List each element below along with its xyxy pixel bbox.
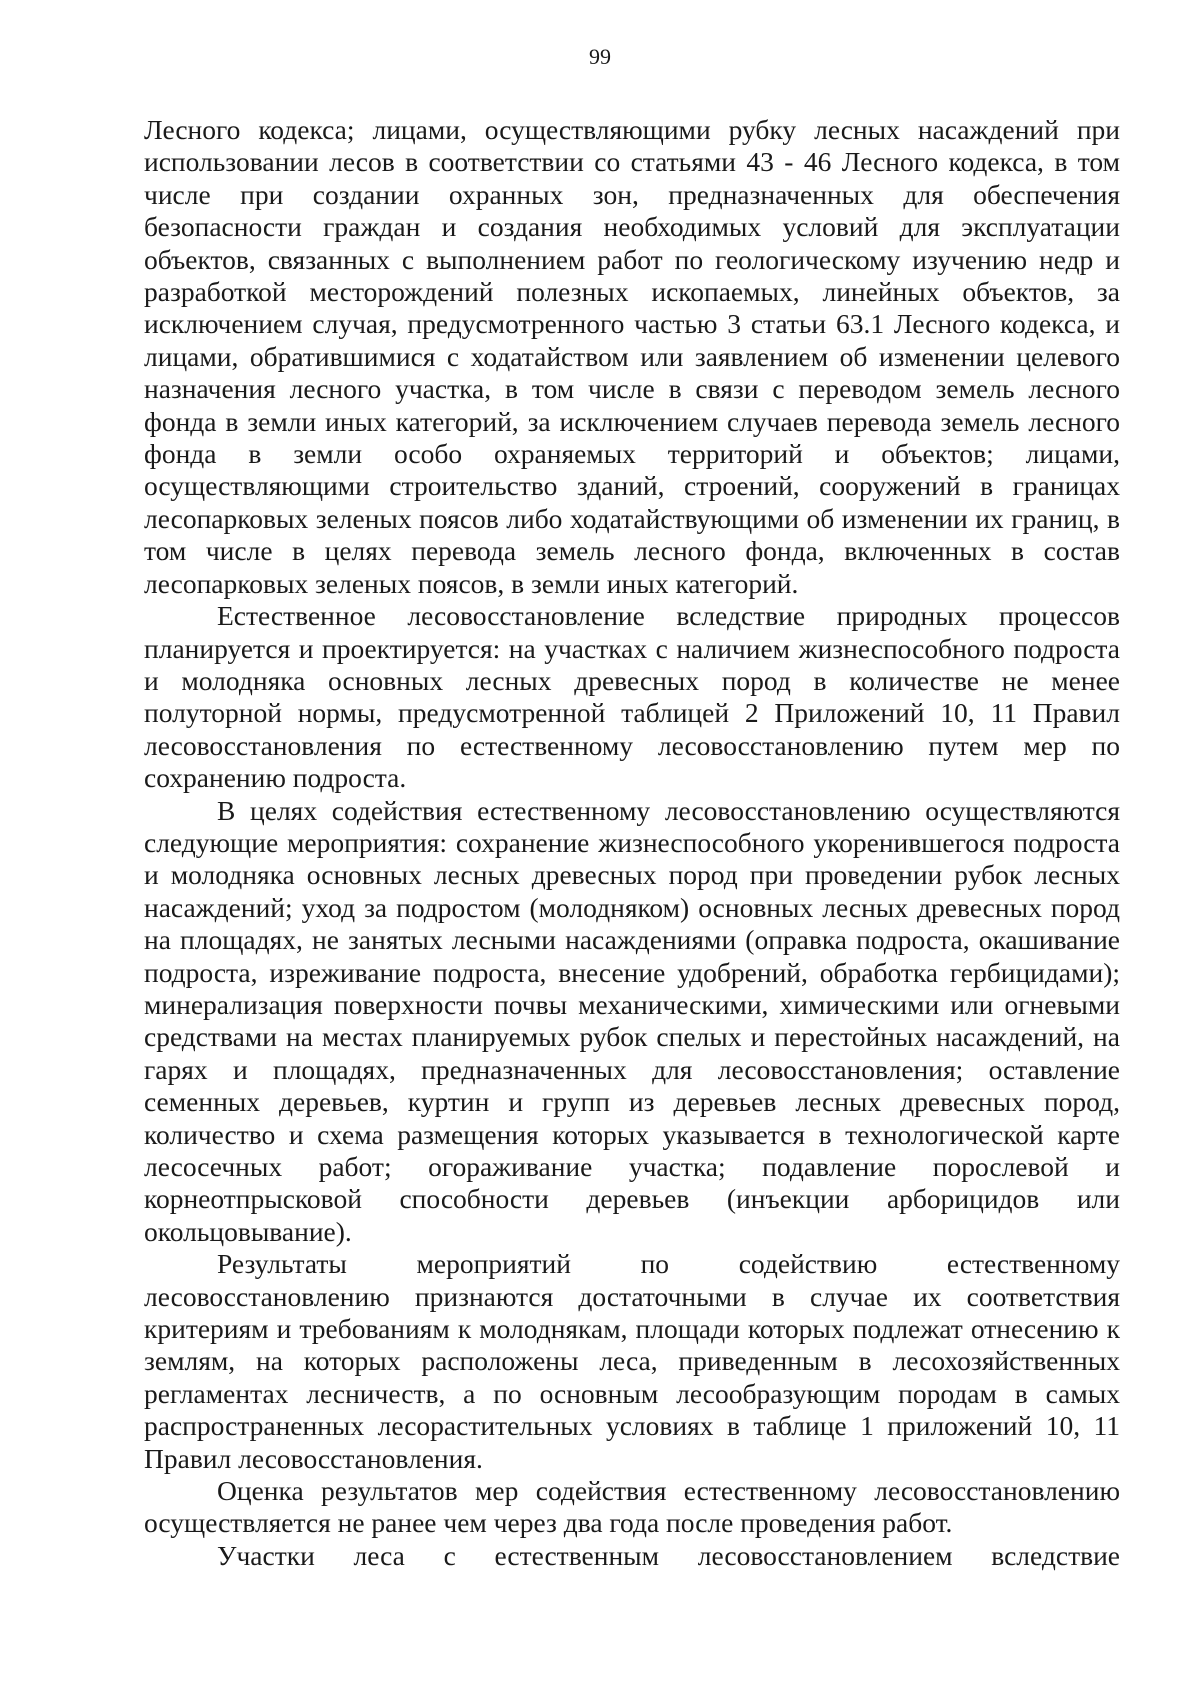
body-text <box>144 114 1120 1572</box>
paragraph-continuation: Лесного кодекса; лицами, осуществляющими рубку лесных насаждений при использовании лесов в соответствии со статьями 43 - 46 Лесного кодекса, в том числе при создании охранных зон, предназначенных для обеспечения безопасности граждан и создания необходимых условий для эксплуатации объектов, связанных с выполнением работ по геологическому изучению недр и разработкой месторождений полезных ископаемых, линейных объектов, за исключением случая, предусмотренного частью 3 статьи 63.1 Лесного кодекса, и лицами, обратившимися с ходатайством или заявлением об изменении целевого назначения лесного участка, в том числе в связи с переводом земель лесного фонда в земли иных категорий, за исключением случаев перевода земель лесного фонда в земли особо охраняемых территорий и объектов; лицами, осуществляющими строительство зданий, строений, сооружений в границах лесопарковых зеленых поясов либо ходатайствующими об изменении их границ, в том числе в целях перевода земель лесного фонда, включенных в состав лесопарковых зеленых поясов, в земли иных категорий. <box>144 114 1120 599</box>
paragraph-results-criteria: Результаты мероприятий по содействию естественному лесовосстановлению признаются достаточными в случае их соответствия критериям и требованиям к молоднякам, площади которых подлежат отнесению к землям, на которых расположены леса, приведенным в лесохозяйственных регламентах лесничеств, а по основным лесообразующим породам в самых распространенных лесорастительных условиях в таблице 1 приложений 10, 11 Правил лесовосстановления. <box>144 1248 1120 1474</box>
paragraph-assistance-measures: В целях содействия естественному лесовосстановлению осуществляются следующие мероприятия: сохранение жизнеспособного укоренившегося подроста и молодняка основных лесных древесных пород при проведении рубок лесных насаждений; уход за подростом (молодняком) основных лесных древесных пород на площадях, не занятых лесными насаждениями (оправка подроста, окашивание подроста, изреживание подроста, внесение удобрений, обработка гербицидами); минерализация поверхности почвы механическими, химическими или огневыми средствами на местах планируемых рубок спелых и перестойных насаждений, на гарях и площадях, предназначенных для лесовосстановления; оставление семенных деревьев, куртин и групп из деревьев лесных древесных пород, количество и схема размещения которых указывается в технологической карте лесосечных работ; огораживание участка; подавление порослевой и корнеотпрысковой способности деревьев (инъекции арборицидов или окольцовывание). <box>144 794 1120 1247</box>
page-number: 99 <box>589 44 611 69</box>
paragraph-forest-plots: Участки леса с естественным лесовосстановлением вследствие <box>217 1539 1120 1571</box>
paragraph-results-assessment: Оценка результатов мер содействия естественному лесовосстановлению осуществляется не ранее чем через два года после проведения работ. <box>144 1475 1120 1539</box>
paragraph-natural-reforestation: Естественное лесовосстановление вследствие природных процессов планируется и проектируется: на участках с наличием жизнеспособного подроста и молодняка основных лесных древесных пород в количестве не менее полуторной нормы, предусмотренной таблицей 2 Приложений 10, 11 Правил лесовосстановления по естественному лесовосстановлению путем мер по сохранению подроста. <box>144 600 1120 794</box>
